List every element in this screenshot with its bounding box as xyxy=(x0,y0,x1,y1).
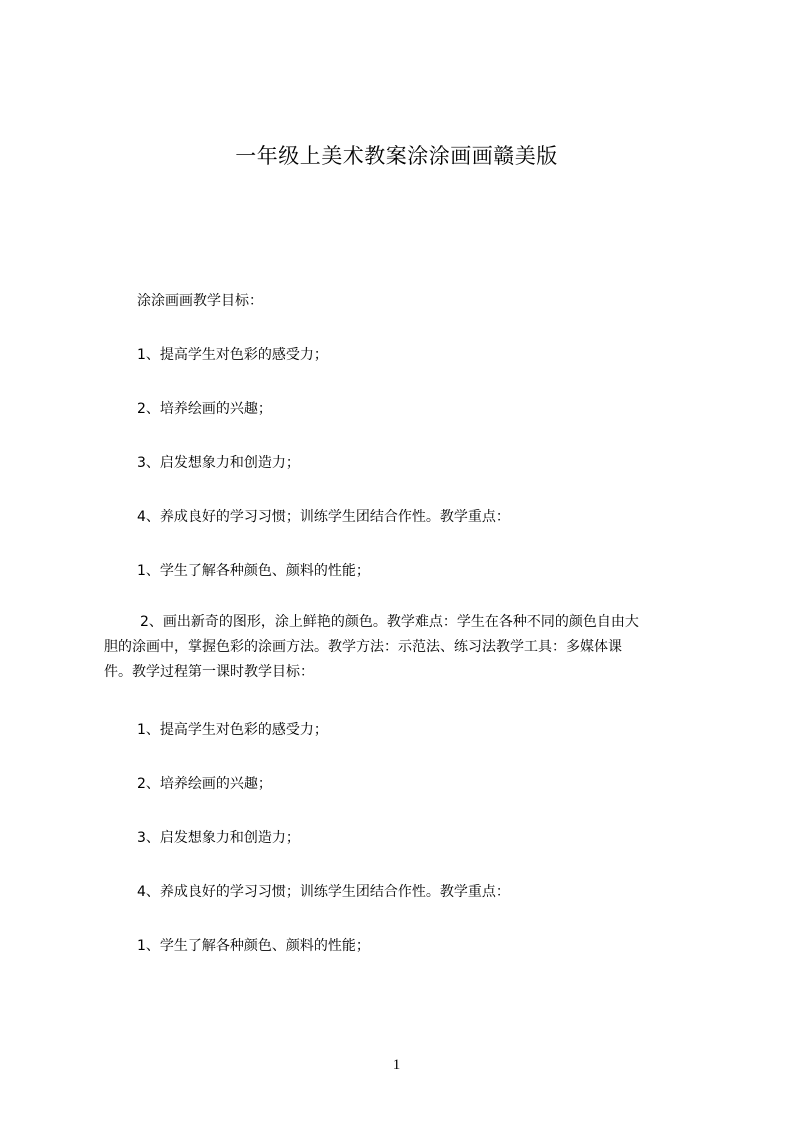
objectives-heading: 涂涂画画教学目标： xyxy=(137,293,263,309)
page-number: 1 xyxy=(392,1057,401,1073)
lesson-key-point-item-1: 1、学生了解各种颜色、颜料的性能； xyxy=(137,938,370,954)
paragraph-line-1: 2、画出新奇的图形，涂上鲜艳的颜色。教学难点：学生在各种不同的颜色自由大 xyxy=(140,614,639,630)
objective-item-4: 4、养成良好的学习习惯；训练学生团结合作性。教学重点： xyxy=(137,509,510,525)
lesson-objective-item-3: 3、启发想象力和创造力； xyxy=(137,830,300,846)
difficulty-paragraph xyxy=(104,610,704,685)
objective-item-3: 3、启发想象力和创造力； xyxy=(137,455,300,471)
lesson-objective-item-2: 2、培养绘画的兴趣； xyxy=(137,776,272,792)
key-point-item-1: 1、学生了解各种颜色、颜料的性能； xyxy=(137,563,370,579)
objective-item-2: 2、培养绘画的兴趣； xyxy=(137,401,272,417)
objective-item-1: 1、提高学生对色彩的感受力； xyxy=(137,347,328,363)
lesson-objective-item-1: 1、提高学生对色彩的感受力； xyxy=(137,722,328,738)
lesson-objective-item-4: 4、养成良好的学习习惯；训练学生团结合作性。教学重点： xyxy=(137,884,510,900)
paragraph-line-3: 件。教学过程第一课时教学目标： xyxy=(104,664,314,680)
paragraph-line-2: 胆的涂画中，掌握色彩的涂画方法。教学方法：示范法、练习法教学工具：多媒体课 xyxy=(104,639,622,655)
page-title: 一年级上美术教案涂涂画画赣美版 xyxy=(235,144,558,168)
